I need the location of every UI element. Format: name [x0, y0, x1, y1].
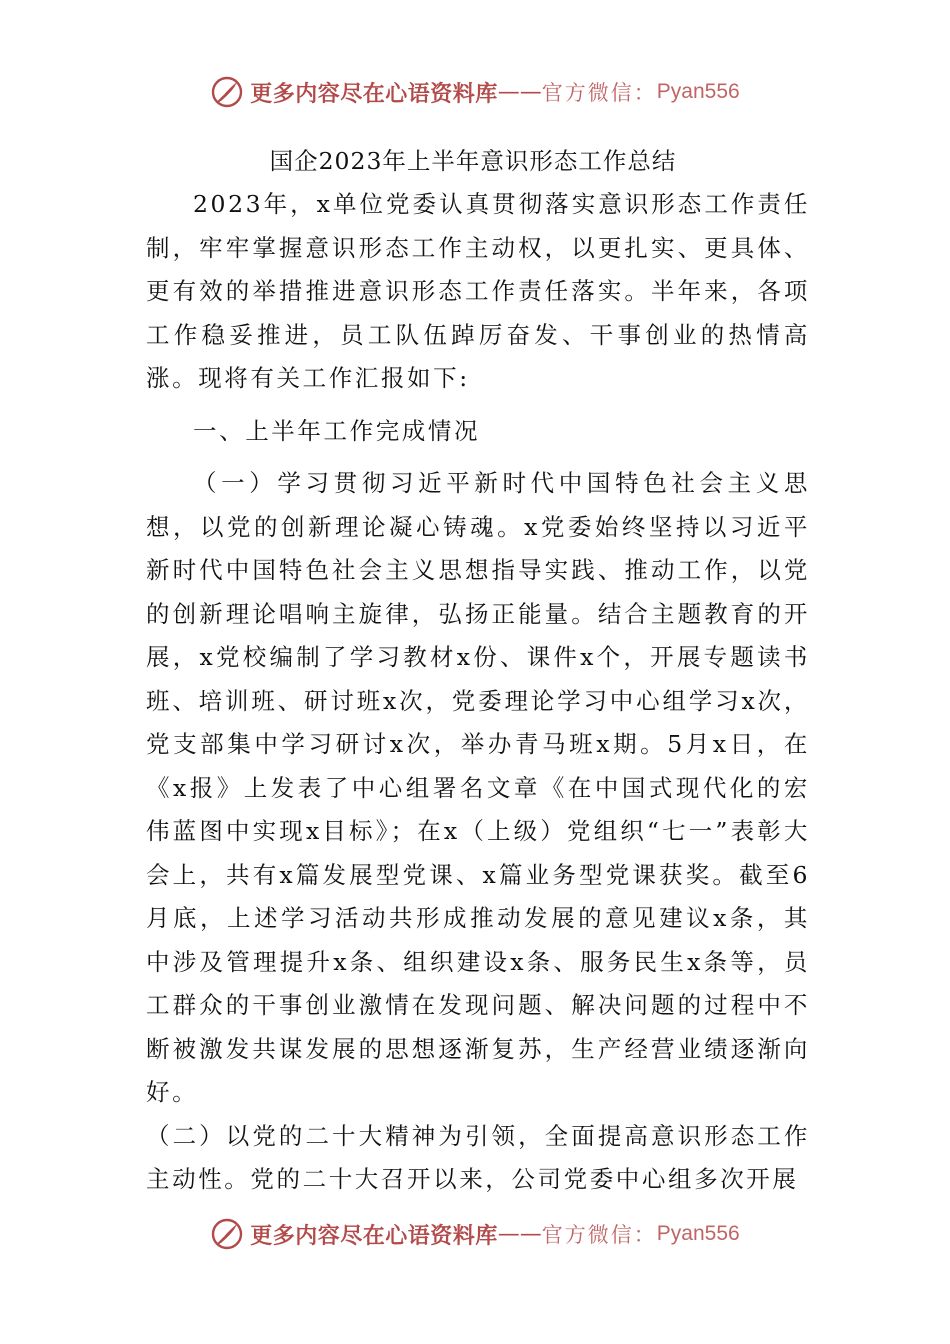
section-heading: 一、上半年工作完成情况: [193, 416, 481, 445]
quill-logo-icon: [210, 75, 244, 109]
watermark-wechat-id: Pyan556: [656, 80, 740, 103]
section-paragraph-2: （二）以党的二十大精神为引领，全面提高意识形态工作主动性。党的二十大召开以来，公司党委中心组多次开展: [146, 1121, 810, 1193]
section-paragraph-1: （一）学习贯彻习近平新时代中国特色社会主义思想，以党的创新理论凝心铸魂。x党委始终坚持以习近平新时代中国特色社会主义思想指导实践、推动工作，以党的创新理论唱响主旋律，弘扬正能量。结合主题教育的开展，x党校编制了学习教材x份、课件x个，开展专题读书班、培训班、研讨班x次，党委理论学习中心组学习x次，党支部集中学习研讨x次，举办青马班x期。5月x日，在《x报》上发表了中心组署名文章《在中国式现代化的宏伟蓝图中实现x目标》；在x（上级）党组织“七一”表彰大会上，共有x篇发展型党课、x篇业务型党课获奖。截至6月底，上述学习活动共形成推动发展的意见建议x条，其中涉及管理提升x条、组织建设x条、服务民生x条等，员工群众的干事创业激情在发现问题、解决问题的过程中不断被激发共谋发展的思想逐渐复苏，生产经营业绩逐渐向好。: [146, 469, 810, 1106]
watermark-header: [0, 72, 950, 112]
watermark-main-text: 更多内容尽在心语资料库: [250, 81, 498, 107]
watermark-dash: ——: [497, 1221, 542, 1247]
watermark-dash: ——: [497, 79, 542, 105]
document-body: [146, 140, 810, 1202]
watermark-main-text: 更多内容尽在心语资料库: [250, 1223, 498, 1249]
watermark-footer: [0, 1214, 950, 1254]
watermark-label: 官方微信：: [541, 1223, 657, 1247]
watermark-label: 官方微信：: [541, 81, 657, 105]
document-title: 国企2023年上半年意识形态工作总结: [269, 147, 677, 175]
watermark-wechat-id: Pyan556: [656, 1222, 740, 1245]
intro-paragraph: 2023年，x单位党委认真贯彻落实意识形态工作责任制，牢牢掌握意识形态工作主动权，以更扎实、更具体、更有效的举措推进意识形态工作责任落实。半年来，各项工作稳妥推进，员工队伍踔厉奋发、干事创业的热情高涨。现将有关工作汇报如下:: [146, 190, 810, 392]
quill-logo-icon: [210, 1217, 244, 1251]
